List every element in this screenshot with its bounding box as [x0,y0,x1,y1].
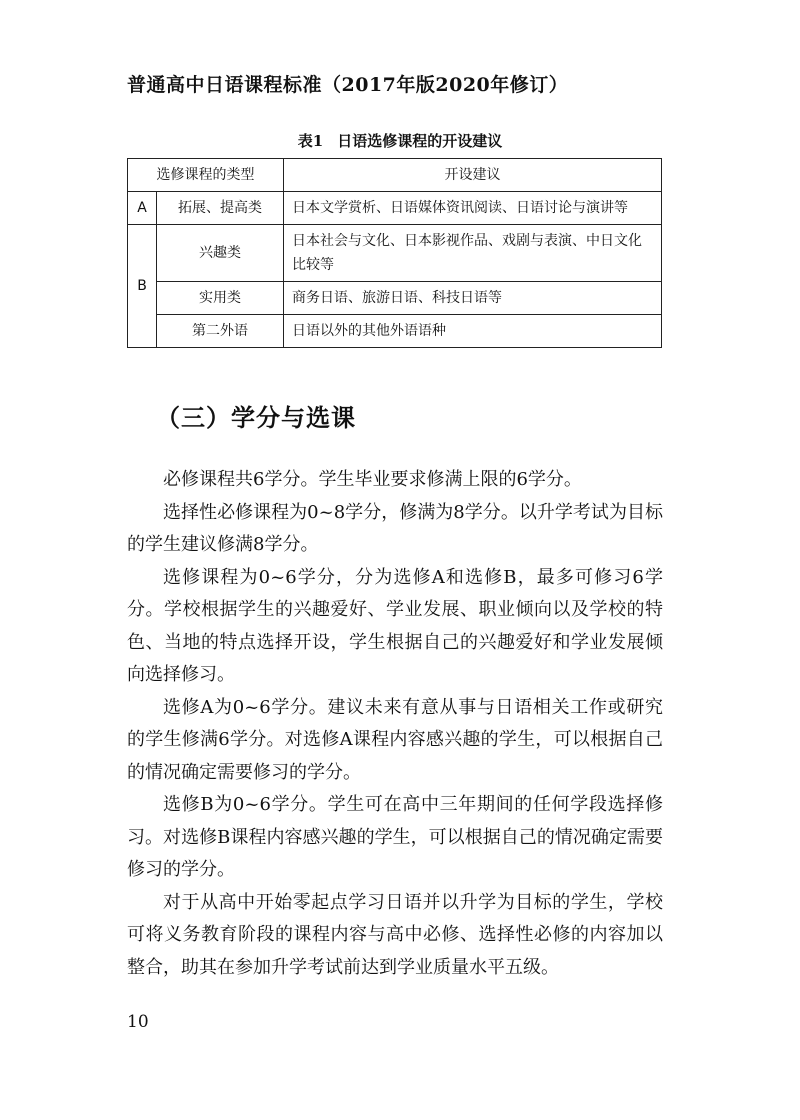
row-suggestion: 日本文学赏析、日语媒体资讯阅读、日语讨论与演讲等 [284,192,662,225]
header-cell-suggestion: 开设建议 [284,159,662,192]
paragraph: 选修B为0~6学分。学生可在高中三年期间的任何学段选择修习。对选修B课程内容感兴趣的学生，可以根据自己的情况确定需要修习的学分。 [127,794,663,880]
course-table [127,158,662,348]
table-row [128,192,662,225]
row-category: 第二外语 [157,315,284,348]
table-caption-title: 日语选修课程的开设建议 [337,132,503,150]
row-suggestion: 日本社会与文化、日本影视作品、戏剧与表演、中日文化比较等 [284,225,662,282]
section-title: （三）学分与选课 [156,403,356,432]
paragraph: 选修课程为0~6学分，分为选修A和选修B，最多可修习6学分。学校根据学生的兴趣爱好、学业发展、职业倾向以及学校的特色、当地的特点选择开设，学生根据自己的兴趣爱好和学业发展倾向选择修习。 [127,566,663,685]
table-row [128,315,662,348]
row-code-b: B [128,225,157,348]
paragraph: 选择性必修课程为0~8学分，修满为8学分。以升学考试为目标的学生建议修满8学分。 [127,501,663,555]
table-row [128,282,662,315]
table-caption [0,130,800,151]
row-suggestion: 日语以外的其他外语语种 [284,315,662,348]
page-number: 10 [127,1012,149,1032]
running-header: 普通高中日语课程标准（2017年版2020年修订） [127,74,569,96]
header-cell-type: 选修课程的类型 [128,159,284,192]
paragraph: 对于从高中开始零起点学习日语并以升学为目标的学生，学校可将义务教育阶段的课程内容与高中必修、选择性必修的内容加以整合，助其在参加升学考试前达到学业质量水平五级。 [127,891,663,978]
table-caption-number: 表1 [297,132,324,150]
row-code-a: A [128,192,157,225]
body-text [127,464,663,984]
table-header-row [128,159,662,192]
paragraph: 必修课程共6学分。学生毕业要求修满上限的6学分。 [163,469,582,490]
row-suggestion: 商务日语、旅游日语、科技日语等 [284,282,662,315]
row-category: 兴趣类 [157,225,284,282]
row-category: 拓展、提高类 [157,192,284,225]
paragraph: 选修A为0~6学分。建议未来有意从事与日语相关工作或研究的学生修满6学分。对选修A课程内容感兴趣的学生，可以根据自己的情况确定需要修习的学分。 [127,696,663,783]
row-category: 实用类 [157,282,284,315]
table-row [128,225,662,282]
